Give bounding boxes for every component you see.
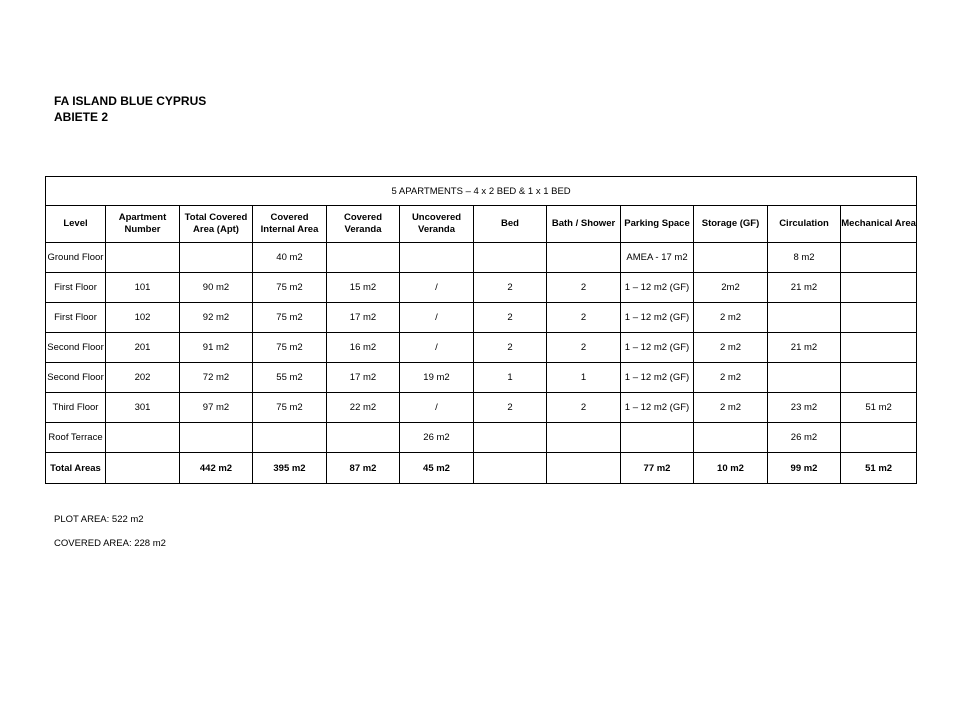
table-cell bbox=[106, 453, 180, 484]
table-cell: 75 m2 bbox=[253, 273, 327, 303]
table-cell bbox=[694, 423, 768, 453]
table-cell: AMEA - 17 m2 bbox=[621, 243, 694, 273]
table-cell: 1 – 12 m2 (GF) bbox=[621, 273, 694, 303]
table-cell: 1 bbox=[547, 363, 621, 393]
table-cell bbox=[768, 363, 841, 393]
table-cell: 1 – 12 m2 (GF) bbox=[621, 363, 694, 393]
column-header-parking-space: Parking Space bbox=[621, 206, 694, 243]
table-cell bbox=[841, 363, 917, 393]
building-name: ABIETE 2 bbox=[54, 110, 109, 124]
table-cell: 26 m2 bbox=[768, 423, 841, 453]
table-cell: 2 bbox=[547, 273, 621, 303]
table-cell bbox=[106, 243, 180, 273]
table-cell: 1 – 12 m2 (GF) bbox=[621, 393, 694, 423]
table-cell: 101 bbox=[106, 273, 180, 303]
table-cell bbox=[474, 423, 547, 453]
table-cell: 87 m2 bbox=[327, 453, 400, 484]
area-notes bbox=[54, 514, 166, 562]
table-cell: Third Floor bbox=[46, 393, 106, 423]
table-cell: Total Areas bbox=[46, 453, 106, 484]
document-heading bbox=[54, 93, 206, 125]
table-cell bbox=[180, 423, 253, 453]
table-cell: 2 bbox=[474, 393, 547, 423]
table-cell: Roof Terrace bbox=[46, 423, 106, 453]
table-cell: 21 m2 bbox=[768, 273, 841, 303]
table-cell: 77 m2 bbox=[621, 453, 694, 484]
table-cell: 91 m2 bbox=[180, 333, 253, 363]
table-cell: / bbox=[400, 333, 474, 363]
column-header-storage: Storage (GF) bbox=[694, 206, 768, 243]
table-cell: 1 bbox=[474, 363, 547, 393]
table-cell: 2 bbox=[474, 273, 547, 303]
table-cell: 2 bbox=[474, 333, 547, 363]
table-cell: 1 – 12 m2 (GF) bbox=[621, 333, 694, 363]
column-header-uncovered-veranda: Uncovered Veranda bbox=[400, 206, 474, 243]
table-cell: 16 m2 bbox=[327, 333, 400, 363]
table-cell: 55 m2 bbox=[253, 363, 327, 393]
table-cell: 99 m2 bbox=[768, 453, 841, 484]
table-cell bbox=[474, 453, 547, 484]
table-cell bbox=[694, 243, 768, 273]
table-body bbox=[46, 243, 917, 453]
plot-area-note: PLOT AREA: 522 m2 bbox=[54, 514, 144, 525]
table-cell bbox=[841, 303, 917, 333]
table-row bbox=[46, 393, 917, 423]
table-cell: 90 m2 bbox=[180, 273, 253, 303]
table-cell bbox=[400, 243, 474, 273]
table-cell: 10 m2 bbox=[694, 453, 768, 484]
table-cell bbox=[106, 423, 180, 453]
table-cell: 2 m2 bbox=[694, 303, 768, 333]
table-cell: 2 bbox=[547, 333, 621, 363]
table-cell: Second Floor bbox=[46, 363, 106, 393]
table-cell: / bbox=[400, 273, 474, 303]
table-cell: 75 m2 bbox=[253, 303, 327, 333]
table-cell: 102 bbox=[106, 303, 180, 333]
table-cell: 2 m2 bbox=[694, 363, 768, 393]
table-cell: 26 m2 bbox=[400, 423, 474, 453]
table-cell: 395 m2 bbox=[253, 453, 327, 484]
table-cell: / bbox=[400, 303, 474, 333]
table-header-row bbox=[46, 206, 917, 243]
table-cell: 19 m2 bbox=[400, 363, 474, 393]
column-header-covered-veranda: Covered Veranda bbox=[327, 206, 400, 243]
table-cell: 15 m2 bbox=[327, 273, 400, 303]
table-cell: 97 m2 bbox=[180, 393, 253, 423]
covered-area-note: COVERED AREA: 228 m2 bbox=[54, 538, 166, 549]
table-cell bbox=[327, 243, 400, 273]
table-cell: 51 m2 bbox=[841, 453, 917, 484]
table-cell: 45 m2 bbox=[400, 453, 474, 484]
table-cell bbox=[841, 423, 917, 453]
table-cell: 40 m2 bbox=[253, 243, 327, 273]
table-cell bbox=[474, 243, 547, 273]
area-schedule-table bbox=[45, 176, 917, 484]
column-header-total-covered-area: Total Covered Area (Apt) bbox=[180, 206, 253, 243]
column-header-bed: Bed bbox=[474, 206, 547, 243]
table-cell bbox=[547, 243, 621, 273]
column-header-level: Level bbox=[46, 206, 106, 243]
table-cell: 17 m2 bbox=[327, 303, 400, 333]
totals-row bbox=[46, 453, 917, 484]
table-cell bbox=[621, 423, 694, 453]
column-header-apartment-number: Apartment Number bbox=[106, 206, 180, 243]
table-caption: 5 APARTMENTS – 4 x 2 BED & 1 x 1 BED bbox=[46, 177, 917, 206]
table-cell: First Floor bbox=[46, 273, 106, 303]
table-cell: 21 m2 bbox=[768, 333, 841, 363]
table-cell: 2 m2 bbox=[694, 333, 768, 363]
table-row bbox=[46, 333, 917, 363]
table-cell: 75 m2 bbox=[253, 333, 327, 363]
table-cell: 72 m2 bbox=[180, 363, 253, 393]
table-cell: 202 bbox=[106, 363, 180, 393]
column-header-covered-internal-area: Covered Internal Area bbox=[253, 206, 327, 243]
column-header-circulation: Circulation bbox=[768, 206, 841, 243]
table-cell: 8 m2 bbox=[768, 243, 841, 273]
table-cell: Second Floor bbox=[46, 333, 106, 363]
table-caption-row bbox=[46, 177, 917, 206]
table-cell: 2 bbox=[547, 303, 621, 333]
table-cell: First Floor bbox=[46, 303, 106, 333]
table-row bbox=[46, 273, 917, 303]
table-row bbox=[46, 423, 917, 453]
table-row bbox=[46, 363, 917, 393]
table-cell bbox=[547, 453, 621, 484]
table-cell bbox=[547, 423, 621, 453]
table-row bbox=[46, 243, 917, 273]
table-cell: 2 bbox=[547, 393, 621, 423]
table-cell: / bbox=[400, 393, 474, 423]
table-cell bbox=[841, 333, 917, 363]
table-cell: 51 m2 bbox=[841, 393, 917, 423]
table-cell: 2 bbox=[474, 303, 547, 333]
table-cell: 2m2 bbox=[694, 273, 768, 303]
table-cell bbox=[841, 273, 917, 303]
table-cell: 442 m2 bbox=[180, 453, 253, 484]
table-row bbox=[46, 303, 917, 333]
table-cell: 23 m2 bbox=[768, 393, 841, 423]
table-cell: 201 bbox=[106, 333, 180, 363]
column-header-bath-shower: Bath / Shower bbox=[547, 206, 621, 243]
table-cell: 2 m2 bbox=[694, 393, 768, 423]
table-cell: 17 m2 bbox=[327, 363, 400, 393]
table-cell bbox=[768, 303, 841, 333]
table-cell: Ground Floor bbox=[46, 243, 106, 273]
table-cell: 301 bbox=[106, 393, 180, 423]
project-title: FA ISLAND BLUE CYPRUS bbox=[54, 94, 207, 108]
table-cell bbox=[253, 423, 327, 453]
table-cell: 92 m2 bbox=[180, 303, 253, 333]
table-cell: 75 m2 bbox=[253, 393, 327, 423]
column-header-mechanical-area: Mechanical Area bbox=[841, 206, 917, 243]
table-cell: 1 – 12 m2 (GF) bbox=[621, 303, 694, 333]
table-cell bbox=[841, 243, 917, 273]
table-cell bbox=[327, 423, 400, 453]
table-cell: 22 m2 bbox=[327, 393, 400, 423]
table-cell bbox=[180, 243, 253, 273]
